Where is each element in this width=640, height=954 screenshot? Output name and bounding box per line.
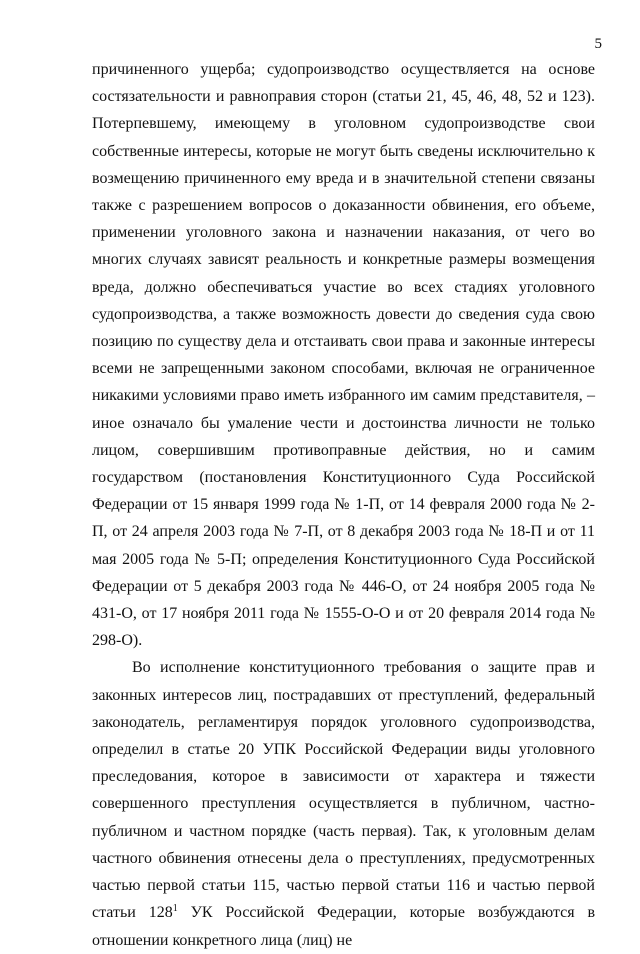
paragraph-victim-rights: причиненного ущерба; судопроизводство осуществляется на основе состязательности и равноправия сторон (статьи 21, 45, 46, 48, 52 и 123). Потерпевшему, имеющему в уголовном судопроизводстве свои собственные интересы, которые не могут быть сведены исключительно к возмещению причиненного ему вреда и в значительной степени связаны также с разрешением вопросов о доказанности обвинения, его объеме, применении уголовного закона и назначении наказания, от чего во многих случаях зависят реальность и конкретные размеры возмещения вреда, должно обеспечиваться участие во всех стадиях уголовного судопроизводства, а также возможность довести до сведения суда свою позицию по существу дела и отстаивать свои права и законные интересы всеми не запрещенными законом способами, включая не ограниченное никакими условиями право иметь избранного им самим представителя, – иное означало бы умаление чести и достоинства личности не только лицом, совершившим противоправные действия, но и самим государством (постановления Конституционного Суда Российской Федерации от 15 января 1999 года № 1-П, от 14 февраля 2000 года № 2-П, от 24 апреля 2003 года № 7-П, от 8 декабря 2003 года № 18-П и от 11 мая 2005 года № 5-П; определения Конституционного Суда Российской Федерации от 5 декабря 2003 года № 446-О, от 24 ноября 2005 года № 431-О, от 17 ноября 2011 года № 1555-О-О и от 20 февраля 2014 года № 298-О). xyxy=(92,61,595,650)
document-body xyxy=(92,56,595,954)
page-number: 5 xyxy=(594,36,602,52)
paragraph-text-part: УК Российской Федерации, которые возбуждаются в отношении конкретного лица (лиц) не xyxy=(92,904,596,949)
paragraph-prosecution-types xyxy=(92,654,595,953)
superscript-footnote: 1 xyxy=(172,903,178,915)
paragraph-text-part: Во исполнение конституционного требования о защите прав и законных интересов лиц, пострадавших от преступлений, федеральный законодатель, регламентируя порядок уголовного судопроизводства, определил в статье 20 УПК Российской Федерации виды уголовного преследования, которое в зависимости от характера и тяжести совершенного преступления осуществляется в публичном, частно-публичном и частном порядке (часть первая). Так, к уголовным делам частного обвинения отнесены дела о преступлениях, предусмотренных частью первой статьи 115, частью первой статьи 116 и частью первой статьи 128 xyxy=(92,659,595,922)
